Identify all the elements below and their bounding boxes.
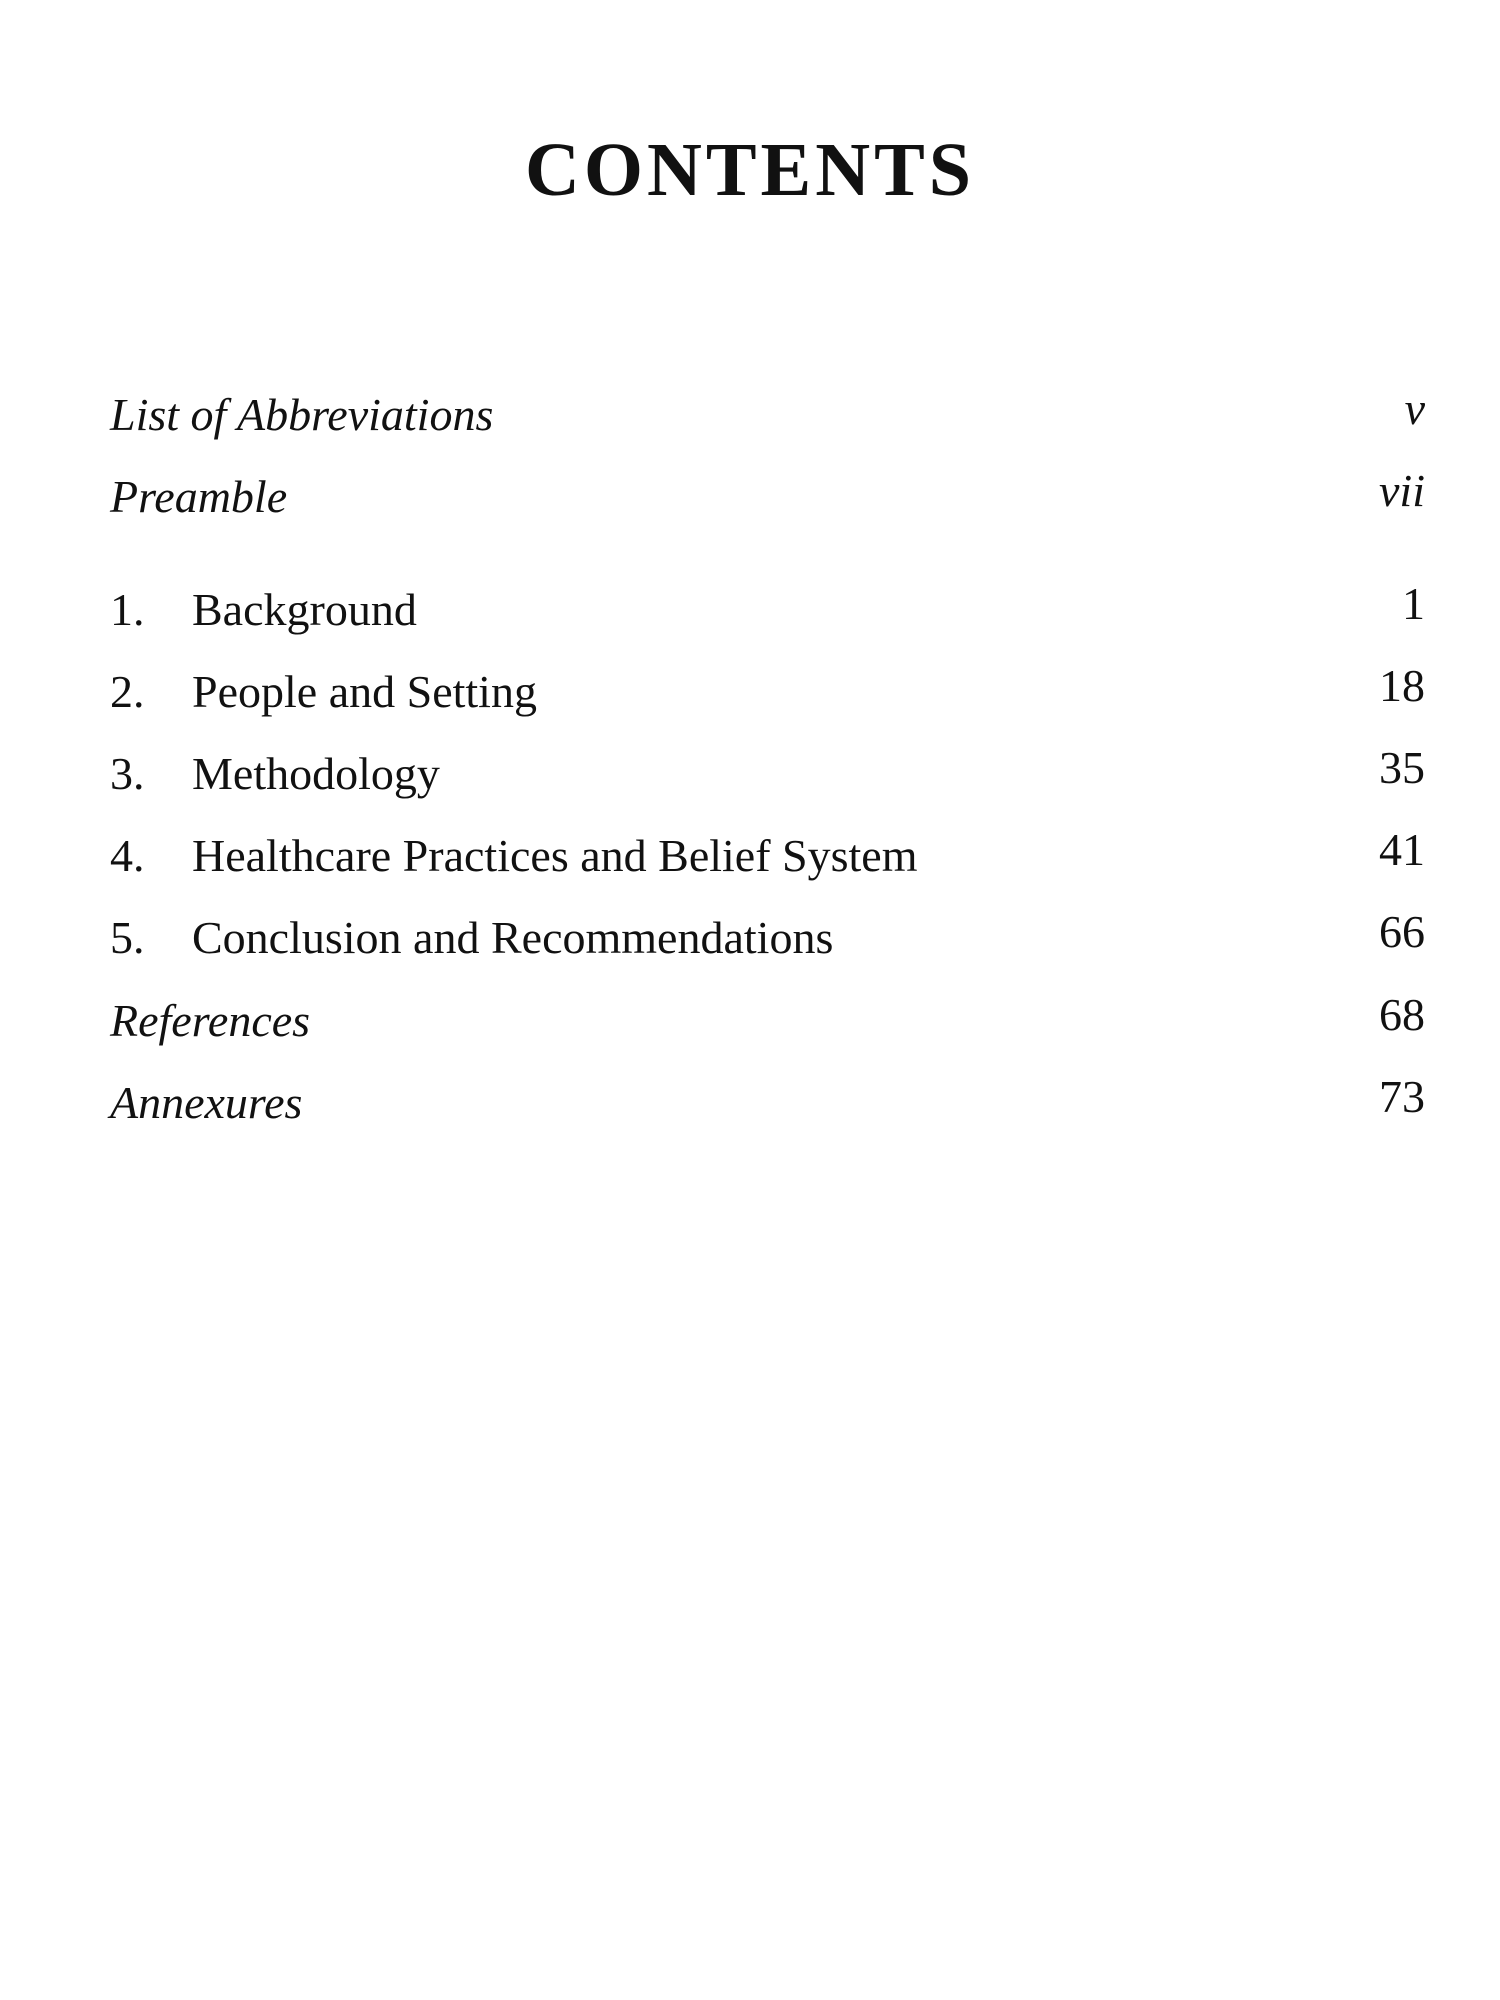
toc-entry-chapter-2[interactable]	[110, 657, 1425, 727]
toc-entry-label: Annexures	[110, 1077, 303, 1128]
toc-entry-label: People and Setting	[192, 666, 537, 717]
page-title: CONTENTS	[524, 128, 976, 212]
toc-entry-annexures[interactable]	[110, 1068, 1425, 1138]
toc-entry-references[interactable]	[110, 986, 1425, 1056]
toc-entry-page: vii	[1379, 465, 1425, 516]
toc-entry-number: 5.	[110, 912, 145, 963]
toc-entry-label: Methodology	[192, 748, 440, 799]
toc-entry-label: List of Abbreviations	[110, 389, 494, 440]
toc-entry-label: References	[110, 995, 311, 1046]
toc-entry-label: Healthcare Practices and Belief System	[192, 830, 918, 881]
toc-entry-label: Preamble	[110, 471, 288, 522]
toc-entry-number: 3.	[110, 748, 145, 799]
toc-entry-page: 1	[1402, 578, 1425, 629]
toc-entry-page: 41	[1379, 824, 1425, 875]
toc-entry-page: 73	[1379, 1071, 1425, 1122]
toc-entry-page: 35	[1379, 742, 1425, 793]
toc-entry-page: v	[1404, 383, 1425, 434]
toc-entry-preamble[interactable]	[110, 462, 1425, 532]
toc-entry-chapter-3[interactable]	[110, 739, 1425, 809]
toc-entry-page: 66	[1379, 906, 1425, 957]
toc-entry-label: Background	[192, 584, 417, 635]
toc-entry-page: 68	[1379, 989, 1425, 1040]
toc-entry-number: 2.	[110, 666, 145, 717]
toc-entry-label: Conclusion and Recommendations	[192, 912, 834, 963]
toc-entry-chapter-4[interactable]	[110, 821, 1425, 891]
toc-entry-page: 18	[1379, 660, 1425, 711]
toc-entry-number: 1.	[110, 584, 145, 635]
toc-entry-abbreviations[interactable]	[110, 380, 1425, 450]
toc-entry-number: 4.	[110, 830, 145, 881]
toc-entry-chapter-1[interactable]	[110, 575, 1425, 645]
toc-entry-chapter-5[interactable]	[110, 903, 1425, 973]
